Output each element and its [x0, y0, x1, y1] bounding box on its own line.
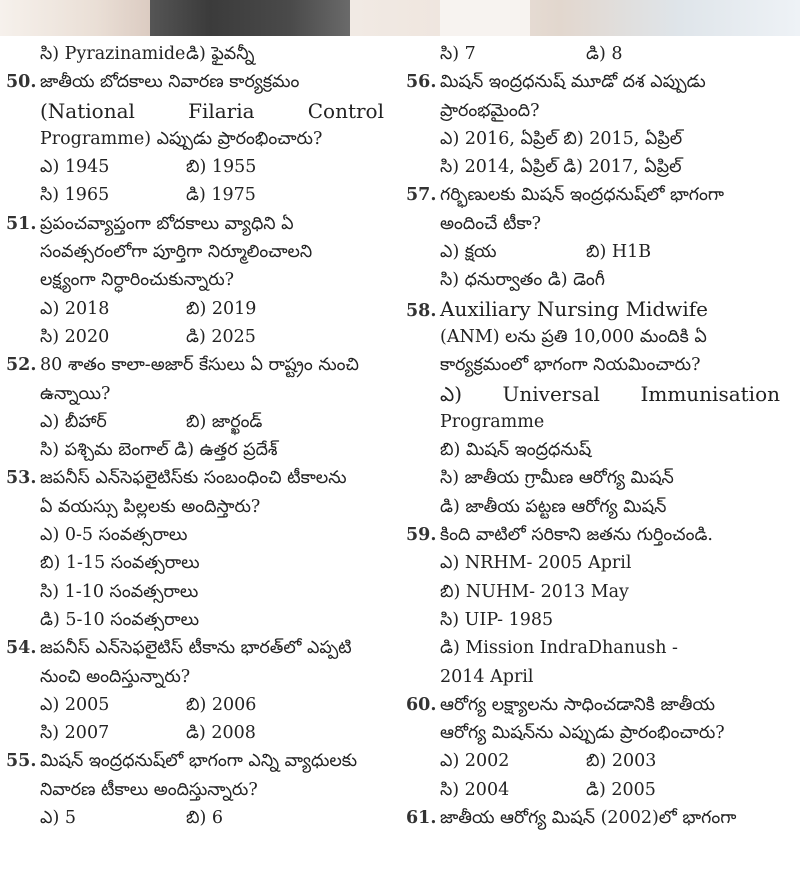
text-line: సంవత్సరంలోగా పూర్తిగా నిర్మూలించాలని	[40, 242, 313, 263]
option: బి) జార్ఖండ్	[186, 411, 263, 432]
option-line	[406, 238, 780, 266]
text-line: (ANM) లను ప్రతి 10,000 మందికి ఏ	[440, 326, 707, 347]
question-line	[6, 634, 384, 662]
question-line	[406, 68, 780, 96]
justified-word: Immunisation	[640, 381, 780, 406]
question-text: జాతీయ ఆరోగ్య మిషన్ (2002)లో భాగంగా	[440, 808, 737, 829]
photo-dark-region	[150, 0, 350, 36]
question-line	[406, 691, 780, 719]
option-line	[6, 181, 384, 209]
option: బి) 6	[186, 808, 224, 829]
option: డి) 8	[586, 44, 623, 64]
text-line: అందించే టీకా?	[440, 213, 542, 234]
option-line	[6, 153, 384, 181]
question-text: 80 శాతం కాలా-అజార్ కేసులు ఏ రాష్ట్రం నుంచి	[40, 355, 359, 376]
option-line	[6, 691, 384, 719]
right-column	[406, 40, 780, 832]
text-line: బి) NUHM- 2013 May	[440, 581, 629, 602]
option: ఎ) బీహార్	[40, 411, 107, 432]
option: బి) 2003	[586, 751, 657, 772]
question-number: 53.	[6, 468, 37, 489]
option: సి) 2004	[440, 779, 510, 800]
text-line: సి) UIP- 1985	[440, 609, 554, 630]
option: ఎ) 5	[40, 808, 76, 829]
question-line	[6, 351, 384, 379]
text-line: కార్యక్రమంలో భాగంగా నియమించారు?	[440, 355, 701, 376]
question-number: 60.	[406, 694, 437, 715]
question-number: 61.	[406, 808, 437, 829]
text-line: సి) 1-10 సంవత్సరాలు	[40, 581, 199, 602]
text-line: నివారణ టీకాలు అందిస్తున్నారు?	[40, 779, 258, 800]
option-line	[6, 323, 384, 351]
text-line: ఎ) 0-5 సంవత్సరాలు	[40, 525, 188, 546]
question-number: 59.	[406, 525, 437, 546]
option: బి) 2019	[186, 298, 257, 319]
option-line	[406, 747, 780, 775]
question-line	[6, 464, 384, 492]
justified-word: Filaria	[188, 98, 255, 123]
question-number: 55.	[6, 751, 37, 772]
text-line: ఉన్నాయి?	[40, 383, 111, 404]
text-line: బి) మిషన్ ఇంద్రధనుష్	[440, 440, 592, 461]
option: బి) 1955	[186, 157, 257, 178]
justified-word: ఎ)	[440, 381, 463, 406]
text-line: లక్ష్యంగా నిర్ధారించుకున్నారు?	[40, 270, 235, 291]
question-number: 58.	[406, 300, 437, 321]
question-text: జాతీయ బోదకాలు నివారణ కార్యక్రమం	[40, 72, 300, 93]
question-text: మిషన్ ఇంద్రధనుష్ మూడో దశ ఎప్పుడు	[440, 72, 706, 93]
text-line: ఎ) 2016, ఏప్రిల్ బి) 2015, ఏప్రిల్	[440, 128, 683, 149]
question-line	[406, 295, 780, 323]
option: సి) Pyrazinamide	[40, 44, 186, 64]
text-line: డి) 5-10 సంవత్సరాలు	[40, 609, 200, 630]
question-number: 57.	[406, 185, 437, 206]
question-line	[6, 68, 384, 96]
option: ఎ) 1945	[40, 157, 110, 178]
question-line	[406, 521, 780, 549]
justified-line	[406, 380, 780, 408]
option: సి) 2007	[40, 723, 110, 744]
option: ఎ) 2005	[40, 694, 110, 715]
left-column	[6, 40, 384, 832]
question-number: 56.	[406, 72, 437, 93]
question-line	[406, 804, 780, 832]
justified-word: Control	[307, 98, 384, 123]
text-line: Programme	[440, 411, 545, 432]
text-line: నుంచి అందిస్తున్నారు?	[40, 666, 191, 687]
option: డి) 2008	[186, 723, 256, 744]
question-line	[6, 747, 384, 775]
option-line	[6, 40, 384, 68]
option: సి) 7	[440, 44, 476, 64]
question-line	[6, 210, 384, 238]
question-number: 54.	[6, 638, 37, 659]
question-text: Auxiliary Nursing Midwife	[440, 296, 709, 321]
text-line: ఎ) NRHM- 2005 April	[440, 553, 632, 574]
option: బి) 2006	[186, 694, 257, 715]
text-line: సి) 2014, ఏప్రిల్ డి) 2017, ఏప్రిల్	[440, 157, 682, 178]
photo-light-region	[440, 0, 530, 36]
text-line: బి) 1-15 సంవత్సరాలు	[40, 553, 200, 574]
question-text: జపనీస్ ఎన్‌సెఫలైటిస్ టీకాను భారత్‌లో ఎప్పటి	[40, 638, 352, 659]
text-line: డి) Mission IndraDhanush -	[440, 638, 678, 659]
option-line	[406, 776, 780, 804]
option-line	[6, 719, 384, 747]
option: డి) 2005	[586, 779, 656, 800]
question-number: 52.	[6, 355, 37, 376]
text-line: సి) ధనుర్వాతం డి) డెంగీ	[440, 270, 605, 291]
option-line	[6, 295, 384, 323]
option: సి) 2020	[40, 326, 110, 347]
text-line: ఏ వయస్సు పిల్లలకు అందిస్తారు?	[40, 496, 261, 517]
question-text: మిషన్ ఇంద్రధనుష్‌లో భాగంగా ఎన్ని వ్యాధులకు	[40, 751, 358, 772]
option: డి) ఫైవన్నీ	[186, 44, 255, 64]
justified-line	[6, 97, 384, 125]
question-number: 50.	[6, 72, 37, 93]
question-text: కింది వాటిలో సరికాని జతను గుర్తించండి.	[440, 525, 713, 546]
header-photo	[0, 0, 800, 36]
text-line: ప్రారంభమైంది?	[440, 100, 540, 121]
text-line: సి) పశ్చిమ బెంగాల్ డి) ఉత్తర ప్రదేశ్	[40, 440, 278, 461]
justified-word: (National	[40, 98, 135, 123]
question-text: ప్రపంచవ్యాప్తంగా బోదకాలు వ్యాధిని ఏ	[40, 213, 294, 234]
option: ఎ) 2018	[40, 298, 110, 319]
option-line	[6, 804, 384, 832]
option: డి) 2025	[186, 326, 256, 347]
text-line: Programme) ఎప్పుడు ప్రారంభించారు?	[40, 128, 323, 149]
text-line: 2014 April	[440, 666, 534, 687]
question-text: గర్భిణులకు మిషన్ ఇంద్రధనుష్‌లో భాగంగా	[440, 185, 724, 206]
justified-word: Universal	[502, 381, 600, 406]
text-line: డి) జాతీయ పట్టణ ఆరోగ్య మిషన్	[440, 496, 667, 517]
option-line	[6, 408, 384, 436]
text-line: సి) జాతీయ గ్రామీణ ఆరోగ్య మిషన్	[440, 468, 674, 489]
question-line	[406, 181, 780, 209]
text-line: ఆరోగ్య మిషన్‌ను ఎప్పుడు ప్రారంభించారు?	[440, 723, 725, 744]
option-line	[406, 40, 780, 68]
question-number: 51.	[6, 213, 37, 234]
option: సి) 1965	[40, 185, 110, 206]
option: డి) 1975	[186, 185, 256, 206]
question-text: జపనీస్ ఎన్‌సెఫలైటిస్‌కు సంబంధించి టీకాలను	[40, 468, 347, 489]
option: బి) H1B	[586, 242, 652, 263]
option: ఎ) 2002	[440, 751, 510, 772]
question-text: ఆరోగ్య లక్ష్యాలను సాధించడానికి జాతీయ	[440, 694, 715, 715]
option: ఎ) క్షయ	[440, 242, 497, 263]
